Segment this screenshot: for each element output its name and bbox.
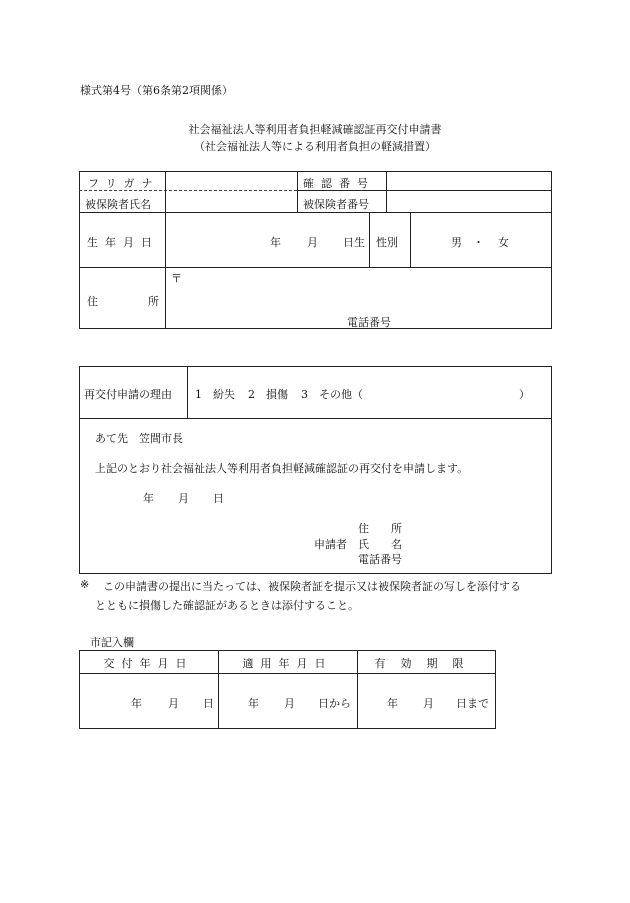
issue-date-label: 交付年月日 <box>103 657 194 670</box>
note-line-2: とともに損傷した確認証があるときは添付すること。 <box>95 599 359 612</box>
confirm-number-field[interactable] <box>388 172 550 189</box>
apply-day-from: 日から <box>318 697 351 710</box>
applicant-phone-label: 電話番号 <box>358 553 402 566</box>
dob-field[interactable] <box>167 214 367 265</box>
row-divider <box>79 212 552 213</box>
row-divider <box>79 267 552 268</box>
address-field[interactable] <box>167 269 550 311</box>
application-date-year: 年 <box>143 492 154 505</box>
application-date-field[interactable] <box>100 486 230 504</box>
row-divider <box>79 673 496 674</box>
postal-mark: 〒 <box>171 272 182 285</box>
address-label-second: 所 <box>148 295 159 308</box>
reason-option-other[interactable]: 3 その他（ <box>301 388 363 401</box>
apply-date-label: 適用年月日 <box>242 657 333 670</box>
applicant-info-field[interactable] <box>410 518 548 568</box>
issue-month: 月 <box>168 697 179 710</box>
apply-year: 年 <box>248 697 259 710</box>
column-divider <box>297 171 298 212</box>
sex-male-option[interactable]: 男 <box>451 236 462 249</box>
dob-day-born: 日生 <box>343 236 365 249</box>
valid-month: 月 <box>423 697 434 710</box>
row-divider <box>79 418 552 419</box>
reason-label: 再交付申請の理由 <box>84 388 172 401</box>
valid-date-field[interactable] <box>359 675 494 727</box>
insured-number-field[interactable] <box>388 191 550 211</box>
issue-year: 年 <box>131 697 142 710</box>
reason-option-lost[interactable]: 1 紛失 <box>195 388 235 401</box>
column-divider <box>165 171 166 329</box>
note-line-1: この申請書の提出に当たっては、被保険者証を提示又は被保険者証の写しを添付する <box>103 580 521 593</box>
form-number: 様式第4号（第6条第2項関係） <box>80 84 233 97</box>
form-title: 社会福祉法人等利用者負担軽減確認証再交付申請書 <box>188 123 442 136</box>
sex-female-option[interactable]: 女 <box>498 236 509 249</box>
furigana-label: フリガナ <box>88 177 160 190</box>
insured-name-label: 被保険者氏名 <box>85 198 151 211</box>
column-divider <box>386 171 387 212</box>
office-use-title: 市記入欄 <box>90 636 134 649</box>
applicant-address-label: 住 所 <box>358 522 402 535</box>
reason-option-damaged[interactable]: 2 損傷 <box>248 388 288 401</box>
valid-day-until: 日まで <box>456 697 489 710</box>
column-divider <box>369 212 370 267</box>
confirm-number-label: 確認番号 <box>303 177 375 190</box>
issue-date-field[interactable] <box>81 675 216 727</box>
dob-label: 生年月日 <box>87 236 159 249</box>
issue-day: 日 <box>203 697 214 710</box>
valid-year: 年 <box>387 697 398 710</box>
phone-label: 電話番号 <box>347 316 391 329</box>
furigana-field[interactable] <box>167 172 295 189</box>
valid-period-label: 有効期限 <box>374 657 479 670</box>
application-date-month: 月 <box>178 492 189 505</box>
apply-month: 月 <box>284 697 295 710</box>
dob-month: 月 <box>307 236 318 249</box>
application-statement: 上記のとおり社会福祉法人等利用者負担軽減確認証の再交付を申請します。 <box>95 462 469 475</box>
apply-date-field[interactable] <box>220 675 355 727</box>
reason-other-field[interactable] <box>362 380 512 404</box>
applicant-name-label: 氏 名 <box>358 538 402 551</box>
sex-label: 性別 <box>376 236 398 249</box>
dob-year: 年 <box>270 236 281 249</box>
column-divider <box>187 366 188 418</box>
form-subtitle: （社会福祉法人等による利用者負担の軽減措置） <box>194 140 436 153</box>
insured-name-field[interactable] <box>167 191 295 211</box>
address-label-first: 住 <box>87 295 98 308</box>
column-divider <box>410 212 411 267</box>
addressee: あて先 笠間市長 <box>95 432 183 445</box>
note-mark: ※ <box>80 578 90 591</box>
sex-separator: ・ <box>473 236 484 249</box>
reason-close-paren: ） <box>519 388 530 401</box>
insured-number-label: 被保険者番号 <box>303 198 369 211</box>
applicant-label: 申請者 <box>314 538 347 551</box>
application-date-day: 日 <box>213 492 224 505</box>
